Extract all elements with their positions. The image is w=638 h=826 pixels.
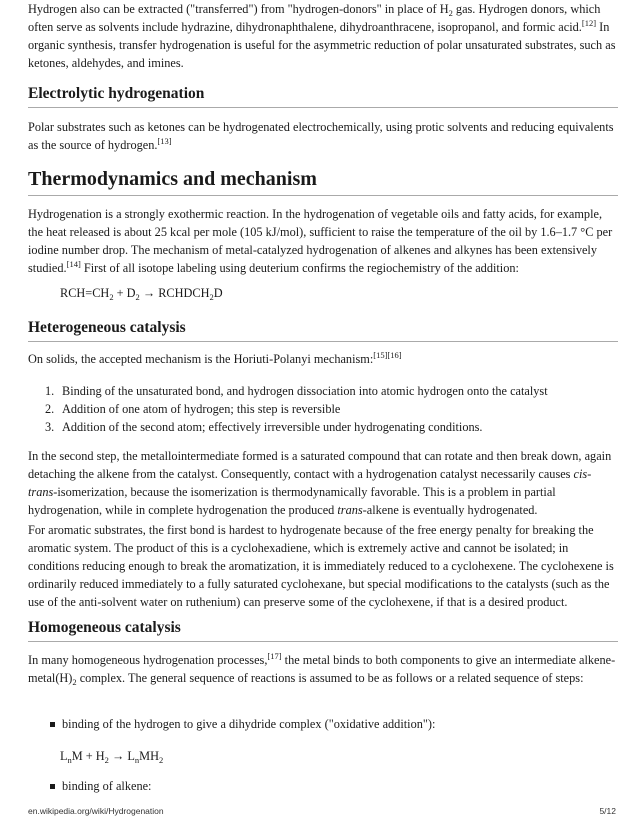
list-item: 1. Binding of the unsaturated bond, and hydrogen dissociation into atomic hydrogen onto the catalyst <box>45 384 548 398</box>
heading-electrolytic: Electrolytic hydrogenation <box>28 85 205 102</box>
thermo-paragraph: Hydrogenation is a strongly exothermic reaction. In the hydrogenation of vegetable oils and fatty acids, for example, the heat released is about 25 kcal per mole (105 kJ/mol), sufficient to raise the temperature of the oil by 1.6–1.7 °C per iodine number drop. The mechanism of metal-catalyzed hydrogenation of alkenes and alkynes has been extensively studied.[14] First of all isotope labeling using deuterium confirms the regiochemistry of the addition: <box>28 207 613 275</box>
bullet-icon <box>50 784 55 789</box>
aromatic-paragraph: For aromatic substrates, the first bond is hardest to hydrogenate because of the free energy penalty for breaking the aromatic system. The product of this is a cyclohexadiene, which is extremely active and cannot be isolated; in conditions reducing enough to break the aromatization, it is immediately reduced to a cyclohexene. The cyclohexene is ordinarily reduced immediately to a fully saturated cyclohexane, but special modifications to the catalysts (such as the use of the anti-solvent water on ruthenium) can preserve some of the cyclohexene, if that is a desired product. <box>28 523 614 609</box>
citation-14[interactable]: [14] <box>66 259 81 269</box>
divider <box>28 107 618 108</box>
footer-page-number: 5/12 <box>599 806 616 816</box>
citation-12[interactable]: [12] <box>581 18 597 28</box>
equation-deuterium: $RCH=CH_2 + D_2$ → $RCHDCH_2D$ <box>60 286 223 302</box>
bullet-icon <box>50 722 55 727</box>
heading-heterogeneous: Heterogeneous catalysis <box>28 319 186 336</box>
print-footer <box>28 806 616 816</box>
list-item: 3. Addition of the second atom; effectively irreversible under hydrogenating conditions. <box>45 420 483 434</box>
horiuti-paragraph: On solids, the accepted mechanism is the Horiuti-Polanyi mechanism:[15][16] <box>28 350 402 366</box>
heading-homogeneous: Homogeneous catalysis <box>28 619 181 636</box>
divider <box>28 195 618 196</box>
list-item: binding of the hydrogen to give a dihydride complex ("oxidative addition"): <box>28 715 618 733</box>
divider <box>28 341 618 342</box>
heading-thermodynamics: Thermodynamics and mechanism <box>28 168 317 190</box>
equation-oxidative-addition: $L_nM + H_2 \to L_nMH_2$ <box>60 749 164 765</box>
citation-17[interactable]: [17] <box>267 651 282 661</box>
isomerization-paragraph: In the second step, the metallointermediate formed is a saturated compound that can rotate and then break down, again detaching the alkene from the catalyst. Consequently, contact with a hydrogenation catalyst necessarily causes cis-trans-isomerization, because the isomerization is thermodynamically favorable. This is a problem in partial hydrogenation, while in complete hydrogenation the produced trans-alkene is eventually hydrogenated. <box>28 449 612 517</box>
transfer-paragraph: Hydrogen also can be extracted ("transferred") from "hydrogen-donors" in place of $H_2$ gas. Hydrogen donors, which often serve as solvents include hydrazine, dihydronaphthalene, dihydroanthracene, isopropanol, and formic acid.[12] In organic synthesis, transfer hydrogenation is useful for the asymmetric reduction of polar unsaturated substrates, such as ketones, aldehydes, and imines. <box>28 2 616 70</box>
citation-13[interactable]: [13] <box>157 136 172 146</box>
list-item: binding of alkene: <box>28 777 618 795</box>
citation-15-16[interactable]: [15][16] <box>373 350 402 360</box>
electrolytic-paragraph: Polar substrates such as ketones can be hydrogenated electrochemically, using protic solvents and reducing equivalents as the source of hydrogen.[13] <box>28 120 614 152</box>
list-item: 2. Addition of one atom of hydrogen; this step is reversible <box>45 402 341 416</box>
footer-url: en.wikipedia.org/wiki/Hydrogenation <box>28 806 164 816</box>
reaction-steps-list <box>28 715 618 733</box>
divider <box>28 641 618 642</box>
reaction-steps-list-continued <box>28 777 618 795</box>
mechanism-steps-list <box>28 382 618 436</box>
homogeneous-paragraph: In many homogeneous hydrogenation processes,[17] the metal binds to both components to give an intermediate alkene-$metal(H)_2$ complex. The general sequence of reactions is assumed to be as follows or a related sequence of steps: <box>28 651 616 687</box>
